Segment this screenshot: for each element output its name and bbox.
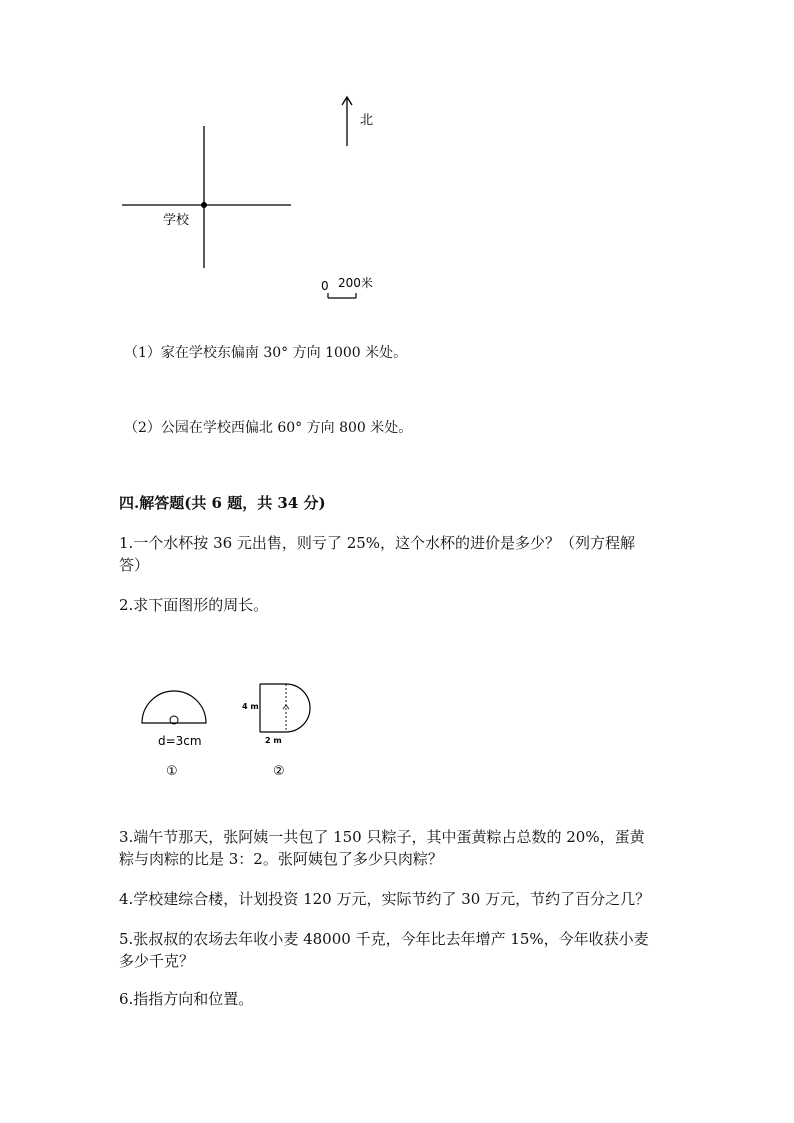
north-arrow: [342, 97, 352, 146]
school-label: 学校: [163, 213, 190, 228]
question-1-line-1: 1.一个水杯按 36 元出售，则亏了 25%，这个水杯的进价是多少？（列方程解: [119, 534, 636, 552]
section-title: 四.解答题(共 6 题，共 34 分): [119, 494, 326, 512]
direction-map: [0, 0, 794, 310]
question-1-line-2: 答）: [119, 556, 150, 574]
figure-2-number: ②: [273, 764, 285, 779]
semicircle-diameter-label: d=3cm: [158, 734, 202, 748]
question-4: 4.学校建综合楼，计划投资 120 万元，实际节约了 30 万元，节约了百分之几？: [119, 890, 651, 908]
question-3-line-1: 3.端午节那天，张阿姨一共包了 150 只粽子，其中蛋黄粽占总数的 20%，蛋黄: [119, 828, 645, 846]
scale-bar: [328, 293, 356, 298]
north-label: 北: [360, 113, 374, 128]
question-6: 6.指指方向和位置。: [119, 990, 254, 1008]
figure-2-height-label: 4 m: [242, 702, 259, 711]
subquestion-1: （1）家在学校东偏南 30° 方向 1000 米处。: [124, 345, 408, 361]
scale-zero: 0: [321, 279, 329, 293]
figure-1-number: ①: [166, 764, 178, 779]
semicircle-figure: [142, 691, 206, 724]
figure-2-width-label: 2 m: [265, 736, 282, 745]
rectangle-semicircle-figure: [260, 684, 310, 732]
subquestion-2: （2）公园在学校西偏北 60° 方向 800 米处。: [124, 420, 413, 436]
perimeter-figures: [130, 675, 330, 785]
question-2: 2.求下面图形的周长。: [119, 596, 269, 614]
question-5-line-1: 5.张叔叔的农场去年收小麦 48000 千克，今年比去年增产 15%，今年收获小麦: [119, 930, 649, 948]
scale-label: 200米: [338, 276, 373, 290]
question-5-line-2: 多少千克？: [119, 952, 195, 970]
question-3-line-2: 粽与肉粽的比是 3：2。张阿姨包了多少只肉粽？: [119, 850, 443, 868]
school-point: [201, 202, 207, 208]
